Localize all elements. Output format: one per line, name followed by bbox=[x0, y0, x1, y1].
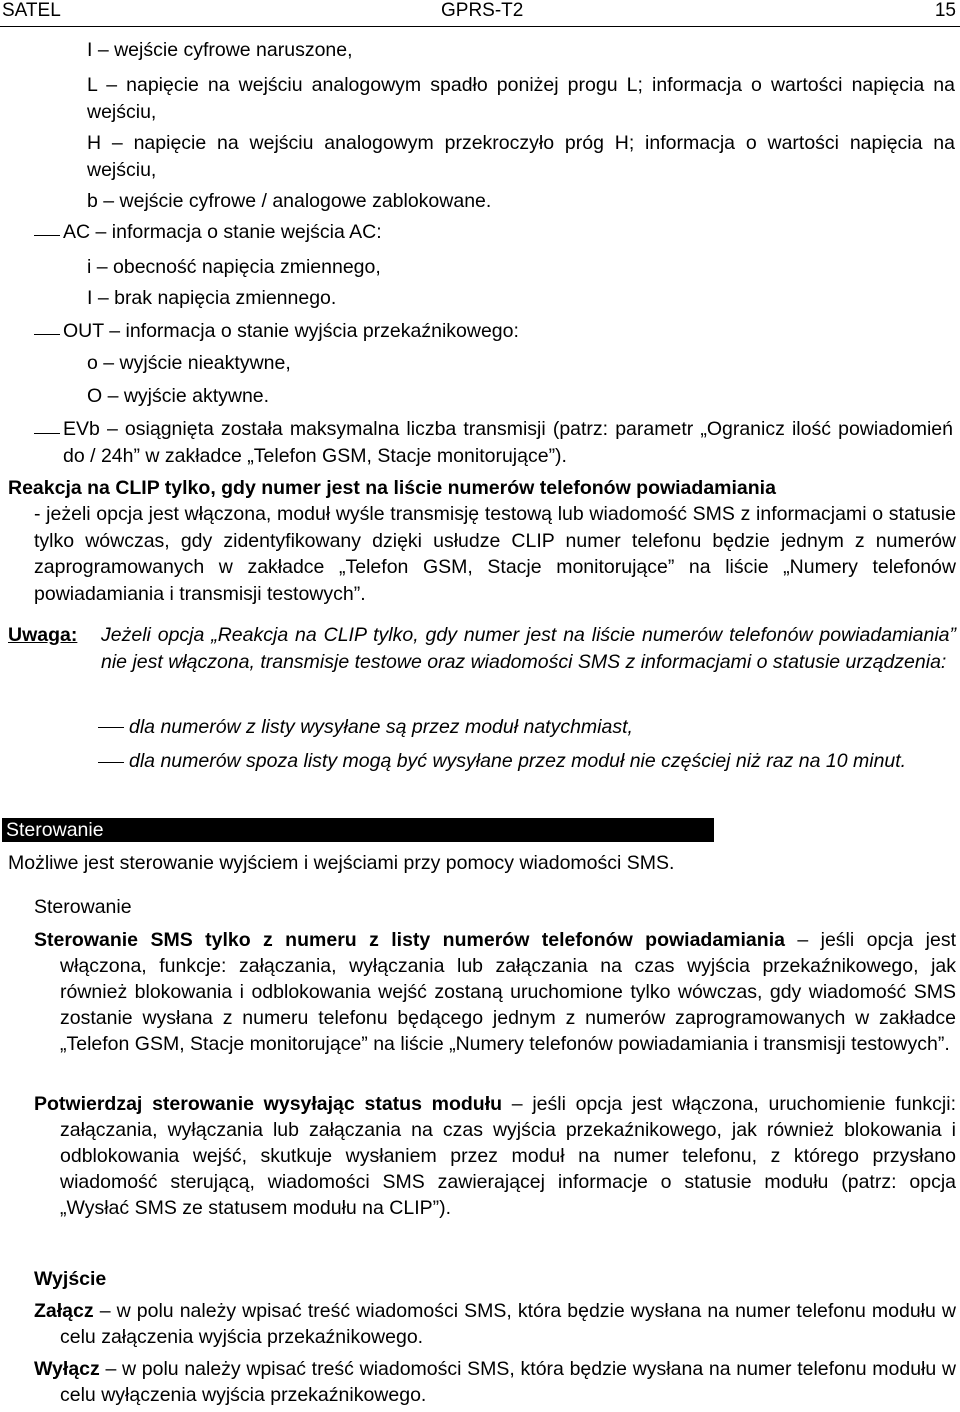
field-title: Wyłącz bbox=[34, 1358, 100, 1380]
ac-item: i – obecność napięcia zmiennego, bbox=[87, 256, 381, 278]
ac-item: I – brak napięcia zmiennego. bbox=[87, 287, 337, 309]
list-dash bbox=[34, 334, 60, 335]
list-dash bbox=[34, 433, 60, 434]
option-confirm-status bbox=[34, 1091, 956, 1221]
out-title: OUT – informacja o stanie wyjścia przekaźnikowego: bbox=[63, 320, 519, 342]
clip-option-description: - jeżeli opcja jest włączona, moduł wyśle transmisję testową lub wiadomość SMS z informacjami o statusie tylko wówczas, gdy zidentyfikowany dzięki usłudze CLIP numer telefonu będzie jednym z numerów zaprogramowanych w zakładce „Telefon GSM, Stacje monitorujące” na liście „Numery telefonów powiadamiania i transmisji testowych”. bbox=[34, 503, 956, 605]
page-header bbox=[0, 0, 960, 27]
option-title: Potwierdzaj sterowanie wysyłając status modułu bbox=[34, 1093, 503, 1115]
field-zalacz bbox=[34, 1298, 956, 1350]
subsection-heading: Wyjście bbox=[34, 1268, 107, 1290]
state-item: b – wejście cyfrowe / analogowe zablokowane. bbox=[87, 190, 492, 212]
list-dash bbox=[98, 762, 124, 763]
out-item: O – wyjście aktywne. bbox=[87, 385, 270, 407]
note-item: dla numerów spoza listy mogą być wysyłane przez moduł nie częściej niż raz na 10 minut. bbox=[129, 750, 907, 772]
state-item: L – napięcie na wejściu analogowym spadło poniżej progu L; informacja o wartości napięcia na wejściu, bbox=[87, 74, 955, 123]
header-brand: SATEL bbox=[2, 0, 61, 21]
list-dash bbox=[34, 235, 60, 236]
option-title: Sterowanie SMS tylko z numeru z listy numerów telefonów powiadamiania bbox=[34, 929, 785, 951]
option-description: – jeśli opcja jest włączona, funkcje: załączania, wyłączania lub załączania na czas wyjścia przekaźnikowego, jak również blokowania i odblokowania wejść zostaną uruchomione tylko wówczas, gdy wiadomość SMS zostanie wysłana z numeru telefonu będącego jednym z numerów zaprogramowanych w zakładce „Telefon GSM, Stacje monitorujące” na liście „Numery telefonów powiadamiania i transmisji testowych”. bbox=[60, 929, 957, 1055]
ac-title: AC – informacja o stanie wejścia AC: bbox=[63, 221, 382, 243]
option-sms-control bbox=[34, 927, 956, 1057]
subsection-heading: Sterowanie bbox=[34, 896, 132, 918]
list-dash bbox=[98, 727, 124, 728]
state-item: H – napięcie na wejściu analogowym przekroczyło próg H; informacja o wartości napięcia na wejściu, bbox=[87, 132, 955, 181]
section-heading: Sterowanie bbox=[6, 819, 104, 841]
note-item: dla numerów z listy wysyłane są przez moduł natychmiast, bbox=[129, 716, 633, 738]
header-product: GPRS-T2 bbox=[441, 0, 524, 21]
evb-text: EVb – osiągnięta została maksymalna liczba transmisji (patrz: parametr „Ogranicz ilość powiadomień do / 24h” w zakładce „Telefon GSM, Stacje monitorujące”). bbox=[63, 418, 953, 467]
field-description: – w polu należy wpisać treść wiadomości SMS, która będzie wysłana na numer telefonu modułu w celu załączenia wyjścia przekaźnikowego. bbox=[60, 1300, 956, 1348]
out-item: o – wyjście nieaktywne, bbox=[87, 352, 291, 374]
field-description: – w polu należy wpisać treść wiadomości SMS, która będzie wysłana na numer telefonu modułu w celu wyłączenia wyjścia przekaźnikowego. bbox=[60, 1358, 956, 1406]
header-page-number: 15 bbox=[934, 0, 956, 21]
state-item: I – wejście cyfrowe naruszone, bbox=[87, 39, 353, 61]
section-heading-bar bbox=[2, 818, 714, 842]
section-intro: Możliwe jest sterowanie wyjściem i wejściami przy pomocy wiadomości SMS. bbox=[8, 852, 675, 874]
option-description: – jeśli opcja jest włączona, uruchomienie funkcji: załączania, wyłączania lub załączania na czas wyjścia przekaźnikowego, jak również blokowania i odblokowania wejść, skutkuje wysłaniem przez moduł na numer telefonu, z którego przysłano wiadomość sterującą, wiadomości SMS zawierającej informacje o statusie modułu (patrz: opcja „Wysłać SMS ze statusem modułu na CLIP”). bbox=[60, 1093, 956, 1219]
note-label: Uwaga: bbox=[8, 624, 78, 646]
field-wylacz bbox=[34, 1356, 956, 1408]
clip-option-title: Reakcja na CLIP tylko, gdy numer jest na liście numerów telefonów powiadamiania bbox=[8, 477, 776, 499]
note-text: Jeżeli opcja „Reakcja na CLIP tylko, gdy numer jest na liście numerów telefonów powiadamiania” nie jest włączona, transmisje testowe oraz wiadomości SMS z informacjami o statusie urządzenia: bbox=[101, 624, 956, 673]
field-title: Załącz bbox=[34, 1300, 94, 1322]
